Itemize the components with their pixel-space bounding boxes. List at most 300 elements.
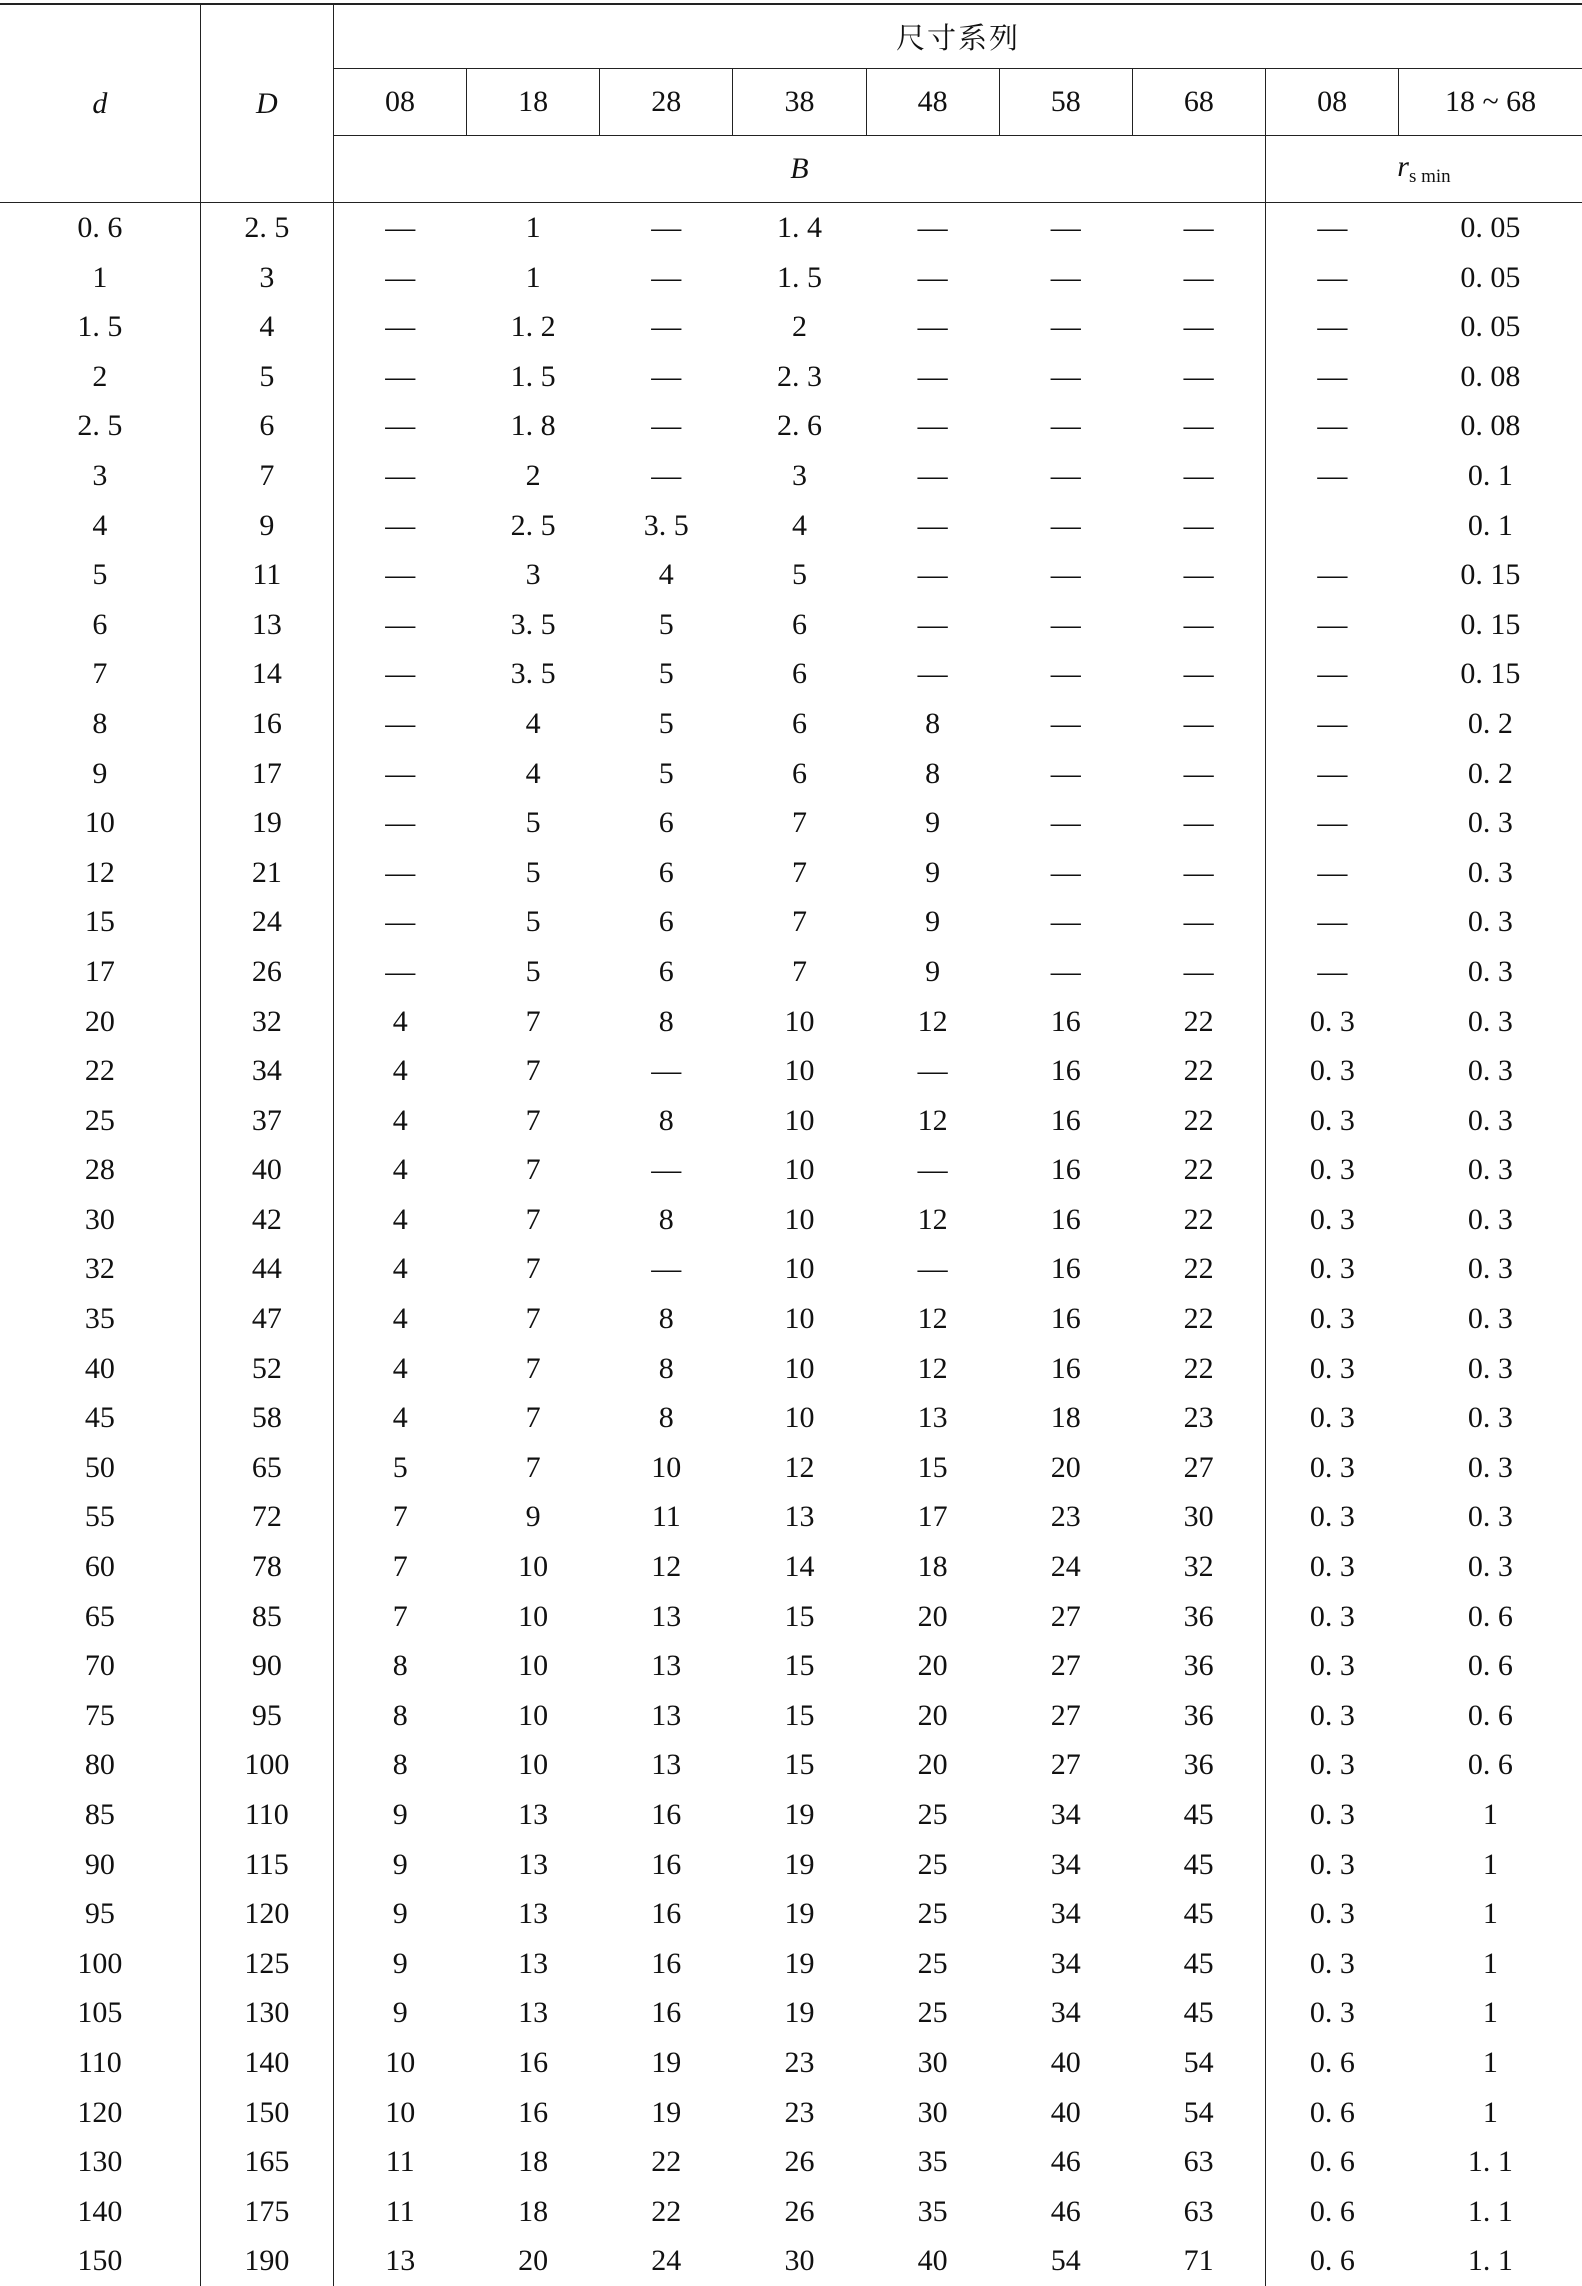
cell-B-28: — [651, 1153, 682, 1187]
cell-B-68: 36 [1183, 1698, 1214, 1732]
cell-B-28: — [651, 359, 682, 393]
cell-B-08: — [333, 848, 466, 898]
cell-B-08: — [333, 550, 466, 600]
cell-B-68: — [1183, 706, 1214, 740]
header-D: D [200, 4, 333, 203]
cell-D: 52 [200, 1344, 333, 1394]
table-row [0, 749, 1582, 799]
cell-r-08: 0. 3 [1265, 1393, 1398, 1443]
cell-B-08: — [333, 699, 466, 749]
table-row [0, 1691, 1582, 1741]
bearing-dimension-table [0, 3, 1582, 2286]
cell-B-68: 22 [1183, 1302, 1214, 1336]
cell-B-28: 13 [651, 1599, 682, 1633]
cell-r-08 [1265, 501, 1398, 551]
cell-B-28: 16 [651, 1946, 682, 1980]
cell-r-18-68: 0. 6 [1467, 1698, 1513, 1732]
cell-D: 65 [200, 1443, 333, 1493]
cell-B-28: 6 [658, 954, 674, 988]
cell-B-28: 5 [658, 706, 674, 740]
cell-r-08: — [1265, 947, 1398, 997]
cell-B-48: 35 [917, 2145, 948, 2179]
table-row [0, 1641, 1582, 1691]
cell-D: 9 [200, 501, 333, 551]
cell-B-38: 15 [784, 1649, 815, 1683]
cell-B-08: 4 [333, 1145, 466, 1195]
cell-B-08: 10 [333, 2088, 466, 2138]
cell-B-28: — [651, 458, 682, 492]
table-row [0, 253, 1582, 303]
cell-r-18-68: 0. 1 [1467, 508, 1513, 542]
cell-d: 70 [84, 1649, 115, 1683]
cell-r-18-68: 0. 2 [1467, 706, 1513, 740]
cell-B-68: 36 [1183, 1599, 1214, 1633]
cell-r-08: — [1265, 550, 1398, 600]
cell-r-18-68: 0. 3 [1467, 954, 1513, 988]
cell-B-58: — [1050, 458, 1081, 492]
table-row [0, 1393, 1582, 1443]
cell-r-08: 0. 3 [1265, 1840, 1398, 1890]
cell-B-38: 6 [791, 756, 807, 790]
cell-r-18-68: 0. 05 [1460, 310, 1521, 344]
cell-B-28: 22 [651, 2194, 682, 2228]
cell-B-58: — [1050, 657, 1081, 691]
cell-B-28: 6 [658, 855, 674, 889]
cell-B-58: 16 [1050, 1153, 1081, 1187]
cell-B-68: — [1183, 806, 1214, 840]
cell-B-28: 6 [658, 905, 674, 939]
cell-B-08: — [333, 749, 466, 799]
cell-d: 6 [92, 607, 108, 641]
cell-B-08: 4 [333, 1344, 466, 1394]
cell-r-08: 0. 3 [1265, 1492, 1398, 1542]
cell-B-18: 1. 5 [510, 359, 556, 393]
cell-B-08: 7 [333, 1542, 466, 1592]
cell-B-38: 10 [784, 1004, 815, 1038]
cell-B-38: 13 [784, 1500, 815, 1534]
cell-D: 140 [200, 2038, 333, 2088]
cell-d: 40 [84, 1351, 115, 1385]
cell-B-68: 22 [1183, 1054, 1214, 1088]
cell-r-08: — [1265, 848, 1398, 898]
header-d: d [0, 4, 200, 203]
cell-B-28: 12 [651, 1550, 682, 1584]
cell-B-08: — [333, 798, 466, 848]
cell-B-18: 16 [518, 2095, 549, 2129]
cell-B-28: 8 [658, 1202, 674, 1236]
cell-B-58: 27 [1050, 1599, 1081, 1633]
cell-B-28: 8 [658, 1302, 674, 1336]
cell-B-38: 15 [784, 1599, 815, 1633]
table-row [0, 2038, 1582, 2088]
cell-r-18-68: 1 [1482, 1996, 1498, 2030]
cell-B-68: 22 [1183, 1351, 1214, 1385]
cell-d: 105 [77, 1996, 123, 2030]
cell-B-08: — [333, 253, 466, 303]
cell-B-38: 15 [784, 1698, 815, 1732]
cell-B-68: — [1183, 409, 1214, 443]
cell-B-08: 4 [333, 1294, 466, 1344]
cell-B-08: 7 [333, 1592, 466, 1642]
cell-B-28: 4 [658, 558, 674, 592]
table-body [0, 203, 1582, 2286]
cell-B-18: 5 [525, 806, 541, 840]
cell-d: 60 [84, 1550, 115, 1584]
cell-r-08: 0. 3 [1265, 1195, 1398, 1245]
cell-B-58: 54 [1050, 2244, 1081, 2278]
cell-B-68: 45 [1183, 1897, 1214, 1931]
cell-B-68: — [1183, 756, 1214, 790]
cell-d: 22 [84, 1054, 115, 1088]
cell-B-38: 12 [784, 1450, 815, 1484]
cell-B-68: — [1183, 260, 1214, 294]
cell-r-08: 0. 3 [1265, 1046, 1398, 1096]
table-header [0, 4, 1582, 203]
table-row [0, 699, 1582, 749]
cell-r-08: — [1265, 897, 1398, 947]
cell-B-68: — [1183, 607, 1214, 641]
cell-B-58: — [1050, 806, 1081, 840]
cell-B-28: 5 [658, 657, 674, 691]
cell-B-48: — [917, 458, 948, 492]
cell-B-38: 23 [784, 2045, 815, 2079]
cell-B-48: 35 [917, 2194, 948, 2228]
cell-B-38: 19 [784, 1897, 815, 1931]
cell-B-18: 18 [518, 2145, 549, 2179]
cell-B-08: 11 [333, 2187, 466, 2237]
cell-B-68: 54 [1183, 2045, 1214, 2079]
cell-B-18: 2. 5 [510, 508, 556, 542]
cell-B-58: 16 [1050, 1252, 1081, 1286]
cell-d: 1. 5 [77, 310, 123, 344]
cell-B-38: 10 [784, 1054, 815, 1088]
cell-B-38: 2. 6 [776, 409, 822, 443]
table-row [0, 1492, 1582, 1542]
cell-B-48: 40 [917, 2244, 948, 2278]
cell-r-18-68: 0. 15 [1460, 607, 1521, 641]
cell-B-08: — [333, 203, 466, 253]
cell-d: 80 [84, 1748, 115, 1782]
cell-B-38: 26 [784, 2145, 815, 2179]
cell-B-68: 71 [1183, 2244, 1214, 2278]
cell-B-08: 8 [333, 1740, 466, 1790]
cell-B-08: — [333, 897, 466, 947]
cell-B-28: 5 [658, 756, 674, 790]
cell-B-68: — [1183, 458, 1214, 492]
table-row [0, 2236, 1582, 2286]
cell-r-18-68: 1 [1482, 2045, 1498, 2079]
cell-B-58: 16 [1050, 1351, 1081, 1385]
cell-B-08: 8 [333, 1691, 466, 1741]
cell-B-68: — [1183, 905, 1214, 939]
cell-B-68: 22 [1183, 1153, 1214, 1187]
cell-r-08: 0. 3 [1265, 1244, 1398, 1294]
cell-B-18: 7 [525, 1153, 541, 1187]
cell-B-58: 34 [1050, 1798, 1081, 1831]
cell-r-08: 0. 3 [1265, 1641, 1398, 1691]
cell-B-68: 22 [1183, 1004, 1214, 1038]
cell-B-68: 36 [1183, 1748, 1214, 1782]
cell-r-18-68: 0. 08 [1460, 359, 1521, 393]
cell-B-38: 3 [791, 458, 807, 492]
cell-B-08: 9 [333, 1889, 466, 1939]
cell-B-18: 4 [525, 756, 541, 790]
cell-B-18: 18 [518, 2194, 549, 2228]
cell-B-58: — [1050, 359, 1081, 393]
table-row [0, 401, 1582, 451]
cell-r-08: 0. 3 [1265, 1740, 1398, 1790]
cell-D: 165 [200, 2137, 333, 2187]
table-row [0, 600, 1582, 650]
cell-D: 37 [200, 1096, 333, 1146]
cell-D: 100 [200, 1740, 333, 1790]
table-row [0, 1988, 1582, 2038]
cell-D: 44 [200, 1244, 333, 1294]
cell-r-18-68: 0. 6 [1467, 1599, 1513, 1633]
cell-B-58: 18 [1050, 1401, 1081, 1435]
cell-d: 5 [92, 558, 108, 592]
cell-B-48: — [917, 657, 948, 691]
cell-B-28: 16 [651, 1847, 682, 1881]
cell-r-08: 0. 6 [1265, 2137, 1398, 2187]
table-row [0, 550, 1582, 600]
table-row [0, 997, 1582, 1047]
cell-B-28: 13 [651, 1748, 682, 1782]
cell-d: 17 [84, 954, 115, 988]
cell-B-58: — [1050, 706, 1081, 740]
cell-r-18-68: 1 [1482, 1847, 1498, 1881]
cell-r-18-68: 0. 3 [1467, 1500, 1513, 1534]
cell-B-18: 5 [525, 954, 541, 988]
cell-B-28: 24 [651, 2244, 682, 2278]
cell-B-28: 10 [651, 1450, 682, 1484]
cell-B-08: — [333, 451, 466, 501]
cell-B-38: 10 [784, 1302, 815, 1336]
cell-d: 8 [92, 706, 108, 740]
cell-B-18: 3 [525, 558, 541, 592]
cell-B-48: 20 [917, 1748, 948, 1782]
cell-B-18: 7 [525, 1401, 541, 1435]
cell-B-38: 7 [791, 954, 807, 988]
table-row [0, 1889, 1582, 1939]
cell-B-68: — [1183, 508, 1214, 542]
cell-B-28: — [651, 409, 682, 443]
cell-D: 13 [200, 600, 333, 650]
cell-D: 110 [200, 1790, 333, 1840]
cell-r-08: — [1265, 749, 1398, 799]
cell-B-58: — [1050, 508, 1081, 542]
cell-B-18: 5 [525, 855, 541, 889]
cell-B-28: — [651, 211, 682, 244]
cell-B-58: — [1050, 211, 1081, 244]
cell-r-18-68: 0. 3 [1467, 806, 1513, 840]
cell-B-38: 5 [791, 558, 807, 592]
cell-r-18-68: 0. 3 [1467, 1153, 1513, 1187]
cell-d: 110 [77, 2045, 122, 2079]
cell-B-58: 16 [1050, 1202, 1081, 1236]
cell-B-38: 1. 4 [776, 211, 822, 244]
cell-B-08: 4 [333, 1046, 466, 1096]
cell-r-18-68: 0. 3 [1467, 1202, 1513, 1236]
cell-B-68: 22 [1183, 1252, 1214, 1286]
cell-B-28: 8 [658, 1401, 674, 1435]
cell-B-18: 7 [525, 1252, 541, 1286]
cell-B-68: 63 [1183, 2145, 1214, 2179]
cell-B-28: 19 [651, 2095, 682, 2129]
cell-B-18: 1. 2 [510, 310, 556, 344]
cell-B-18: 4 [525, 706, 541, 740]
cell-r-08: 0. 6 [1265, 2038, 1398, 2088]
cell-B-18: 10 [518, 1599, 549, 1633]
table-row [0, 1840, 1582, 1890]
header-series-18: 18 [467, 69, 600, 136]
cell-B-58: 16 [1050, 1302, 1081, 1336]
cell-B-68: 45 [1183, 1798, 1214, 1831]
header-series-58: 58 [999, 69, 1132, 136]
cell-B-38: 19 [784, 1847, 815, 1881]
cell-B-18: 7 [525, 1302, 541, 1336]
header-series-68: 68 [1132, 69, 1265, 136]
cell-D: 3 [200, 253, 333, 303]
cell-r-08: 0. 3 [1265, 1145, 1398, 1195]
cell-B-08: 9 [333, 1988, 466, 2038]
cell-B-58: 40 [1050, 2095, 1081, 2129]
cell-B-68: 63 [1183, 2194, 1214, 2228]
cell-d: 150 [77, 2244, 123, 2278]
cell-B-58: 16 [1050, 1004, 1081, 1038]
cell-B-28: 16 [651, 1798, 682, 1831]
cell-B-38: 10 [784, 1401, 815, 1435]
cell-B-18: 13 [518, 1946, 549, 1980]
cell-B-48: 13 [917, 1401, 948, 1435]
cell-B-18: 13 [518, 1847, 549, 1881]
cell-B-18: 7 [525, 1450, 541, 1484]
cell-B-48: — [917, 409, 948, 443]
cell-B-48: 20 [917, 1698, 948, 1732]
cell-r-18-68: 1 [1482, 1946, 1498, 1980]
cell-B-18: 10 [518, 1550, 549, 1584]
cell-B-48: — [917, 1054, 948, 1088]
cell-B-38: 30 [784, 2244, 815, 2278]
cell-B-38: 15 [784, 1748, 815, 1782]
cell-r-18-68: 0. 05 [1460, 211, 1521, 244]
cell-B-58: — [1050, 855, 1081, 889]
cell-B-48: 25 [917, 1946, 948, 1980]
cell-B-28: 8 [658, 1351, 674, 1385]
cell-B-38: 10 [784, 1202, 815, 1236]
cell-B-58: 16 [1050, 1054, 1081, 1088]
cell-B-68: — [1183, 359, 1214, 393]
cell-B-38: 10 [784, 1153, 815, 1187]
table-row [0, 1195, 1582, 1245]
cell-B-08: — [333, 649, 466, 699]
cell-B-18: 9 [525, 1500, 541, 1534]
cell-B-18: 2 [525, 458, 541, 492]
cell-B-48: — [917, 211, 948, 244]
table-row [0, 2088, 1582, 2138]
cell-r-08: — [1265, 649, 1398, 699]
cell-d: 25 [84, 1103, 115, 1137]
cell-r-08: 0. 6 [1265, 2187, 1398, 2237]
cell-r-08: 0. 3 [1265, 1443, 1398, 1493]
cell-B-28: 13 [651, 1698, 682, 1732]
cell-B-38: 1. 5 [776, 260, 822, 294]
cell-r-08: — [1265, 352, 1398, 402]
table-row [0, 302, 1582, 352]
cell-B-68: — [1183, 855, 1214, 889]
cell-d: 55 [84, 1500, 115, 1534]
cell-r-08: 0. 3 [1265, 1096, 1398, 1146]
cell-B-08: — [333, 501, 466, 551]
cell-r-18-68: 0. 15 [1460, 558, 1521, 592]
cell-d: 10 [84, 806, 115, 840]
cell-d: 20 [84, 1004, 115, 1038]
cell-r-08: 0. 3 [1265, 997, 1398, 1047]
cell-B-48: 9 [925, 954, 941, 988]
cell-B-28: 16 [651, 1996, 682, 2030]
cell-r-18-68: 0. 3 [1467, 1252, 1513, 1286]
cell-r-18-68: 0. 3 [1467, 1302, 1513, 1336]
cell-B-58: 34 [1050, 1897, 1081, 1931]
cell-B-38: 26 [784, 2194, 815, 2228]
cell-B-48: — [917, 1153, 948, 1187]
cell-B-28: — [651, 1054, 682, 1088]
cell-D: 24 [200, 897, 333, 947]
cell-B-38: 19 [784, 1798, 815, 1831]
cell-B-48: 25 [917, 1798, 948, 1831]
cell-B-18: 10 [518, 1649, 549, 1683]
cell-r-08: 0. 3 [1265, 1889, 1398, 1939]
table-row [0, 649, 1582, 699]
cell-B-08: 7 [333, 1492, 466, 1542]
cell-B-58: 34 [1050, 1847, 1081, 1881]
cell-d: 45 [84, 1401, 115, 1435]
cell-B-48: 18 [917, 1550, 948, 1584]
cell-D: 32 [200, 997, 333, 1047]
cell-D: 78 [200, 1542, 333, 1592]
cell-B-68: — [1183, 657, 1214, 691]
table-row [0, 501, 1582, 551]
cell-B-48: 12 [917, 1004, 948, 1038]
cell-d: 3 [92, 458, 108, 492]
cell-d: 75 [84, 1698, 115, 1732]
cell-r-08: — [1265, 401, 1398, 451]
cell-D: 14 [200, 649, 333, 699]
cell-B-58: 40 [1050, 2045, 1081, 2079]
cell-D: 34 [200, 1046, 333, 1096]
cell-D: 19 [200, 798, 333, 848]
cell-B-58: — [1050, 756, 1081, 790]
cell-d: 85 [84, 1798, 115, 1831]
cell-B-48: 25 [917, 1847, 948, 1881]
cell-B-68: 45 [1183, 1847, 1214, 1881]
cell-r-18-68: 0. 05 [1460, 260, 1521, 294]
cell-B-28: 8 [658, 1004, 674, 1038]
cell-r-08: 0. 3 [1265, 1592, 1398, 1642]
cell-r-08: 0. 3 [1265, 1691, 1398, 1741]
cell-B-48: 12 [917, 1202, 948, 1236]
cell-B-18: 1. 8 [510, 409, 556, 443]
cell-r-18-68: 0. 3 [1467, 1450, 1513, 1484]
cell-B-08: — [333, 401, 466, 451]
cell-r-18-68: 0. 3 [1467, 1004, 1513, 1038]
cell-B-08: 4 [333, 1244, 466, 1294]
cell-B-38: 2. 3 [776, 359, 822, 393]
cell-d: 120 [77, 2095, 123, 2129]
cell-B-08: — [333, 352, 466, 402]
cell-r-18-68: 0. 3 [1467, 1103, 1513, 1137]
table-row [0, 947, 1582, 997]
